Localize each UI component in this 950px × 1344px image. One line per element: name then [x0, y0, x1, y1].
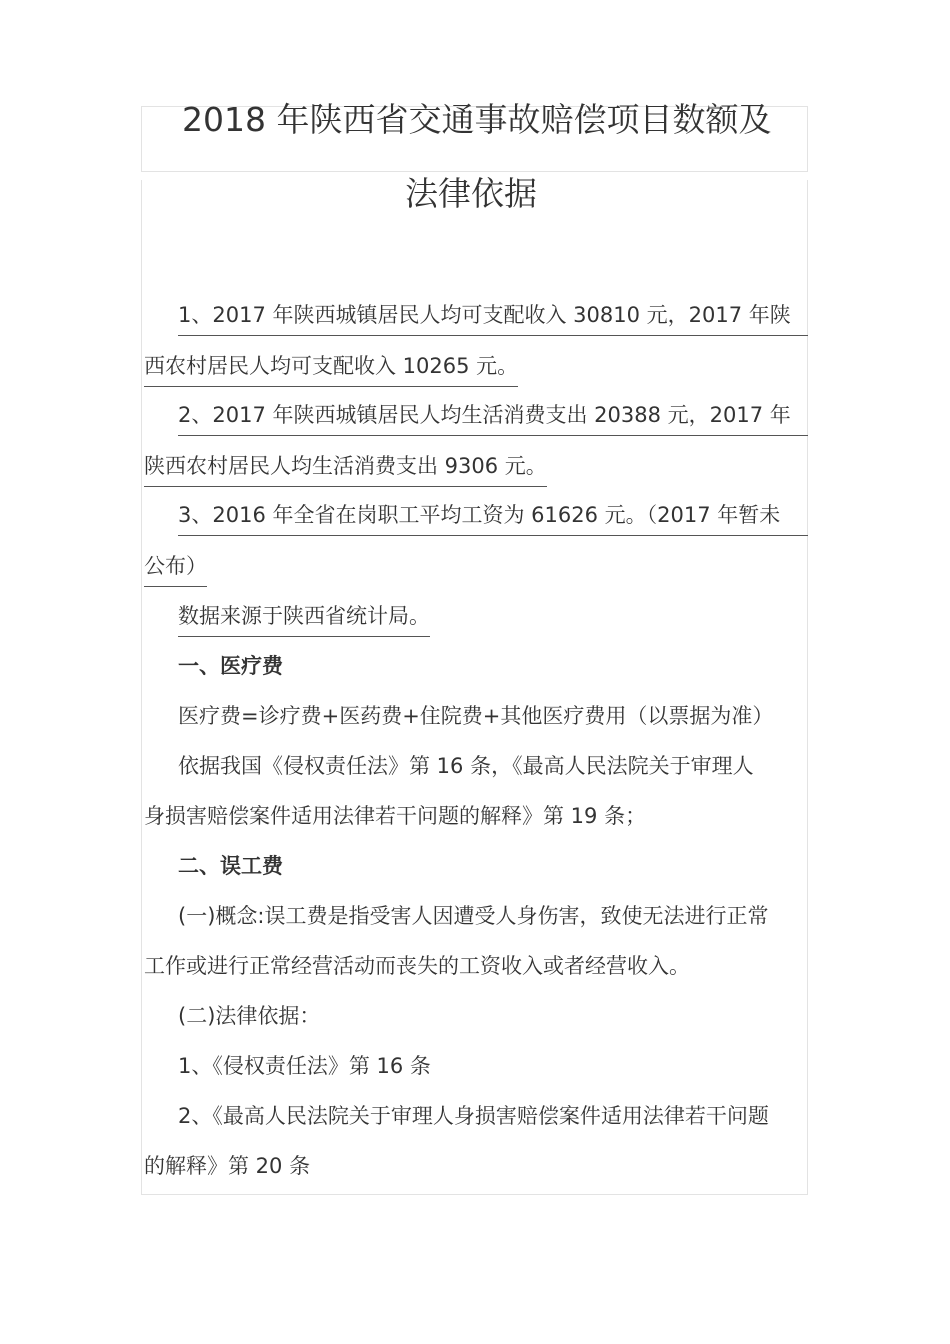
- lost-wages-concept-line-2: 工作或进行正常经营活动而丧失的工资收入或者经营收入。: [144, 954, 690, 978]
- lost-wages-basis-item-2-line-2: 的解释》第 20 条: [144, 1154, 311, 1178]
- consumption-paragraph-line-1: 2、2017 年陕西城镇居民人均生活消费支出 20388 元，2017 年: [144, 395, 808, 445]
- medical-basis-line-2: 身损害赔偿案件适用法律若干问题的解释》第 19 条；: [144, 804, 647, 828]
- document-body: [144, 295, 808, 1195]
- section-heading-medical: 一、医疗费: [178, 654, 283, 678]
- page-title-line-1: 2018 年陕西省交通事故赔偿项目数额及: [182, 100, 772, 139]
- income-paragraph-line-1: 1、2017 年陕西城镇居民人均可支配收入 30810 元，2017 年陕: [144, 295, 808, 345]
- data-source-line: 数据来源于陕西省统计局。: [144, 595, 808, 645]
- lost-wages-concept-line-1: (一)概念:误工费是指受害人因遭受人身伤害，致使无法进行正常: [178, 904, 769, 928]
- lost-wages-basis-heading: (二)法律依据：: [178, 1004, 321, 1028]
- page-title-line-2: 法律依据: [405, 174, 537, 213]
- wage-paragraph-line-2: 公布）: [144, 545, 808, 595]
- section-heading-lost-wages: 二、误工费: [178, 854, 283, 878]
- lost-wages-basis-item-1: 1、《侵权责任法》第 16 条: [178, 1054, 431, 1078]
- medical-basis-line-1: 依据我国《侵权责任法》第 16 条，《最高人民法院关于审理人: [178, 754, 754, 778]
- medical-formula-line: 医疗费=诊疗费+医药费+住院费+其他医疗费用（以票据为准）: [178, 704, 774, 728]
- wage-paragraph-line-1: 3、2016 年全省在岗职工平均工资为 61626 元。（2017 年暂未: [144, 495, 808, 545]
- lost-wages-basis-item-2-line-1: 2、《最高人民法院关于审理人身损害赔偿案件适用法律若干问题: [178, 1104, 769, 1128]
- consumption-paragraph-line-2: 陕西农村居民人均生活消费支出 9306 元。: [144, 445, 808, 495]
- income-paragraph-line-2: 西农村居民人均可支配收入 10265 元。: [144, 345, 808, 395]
